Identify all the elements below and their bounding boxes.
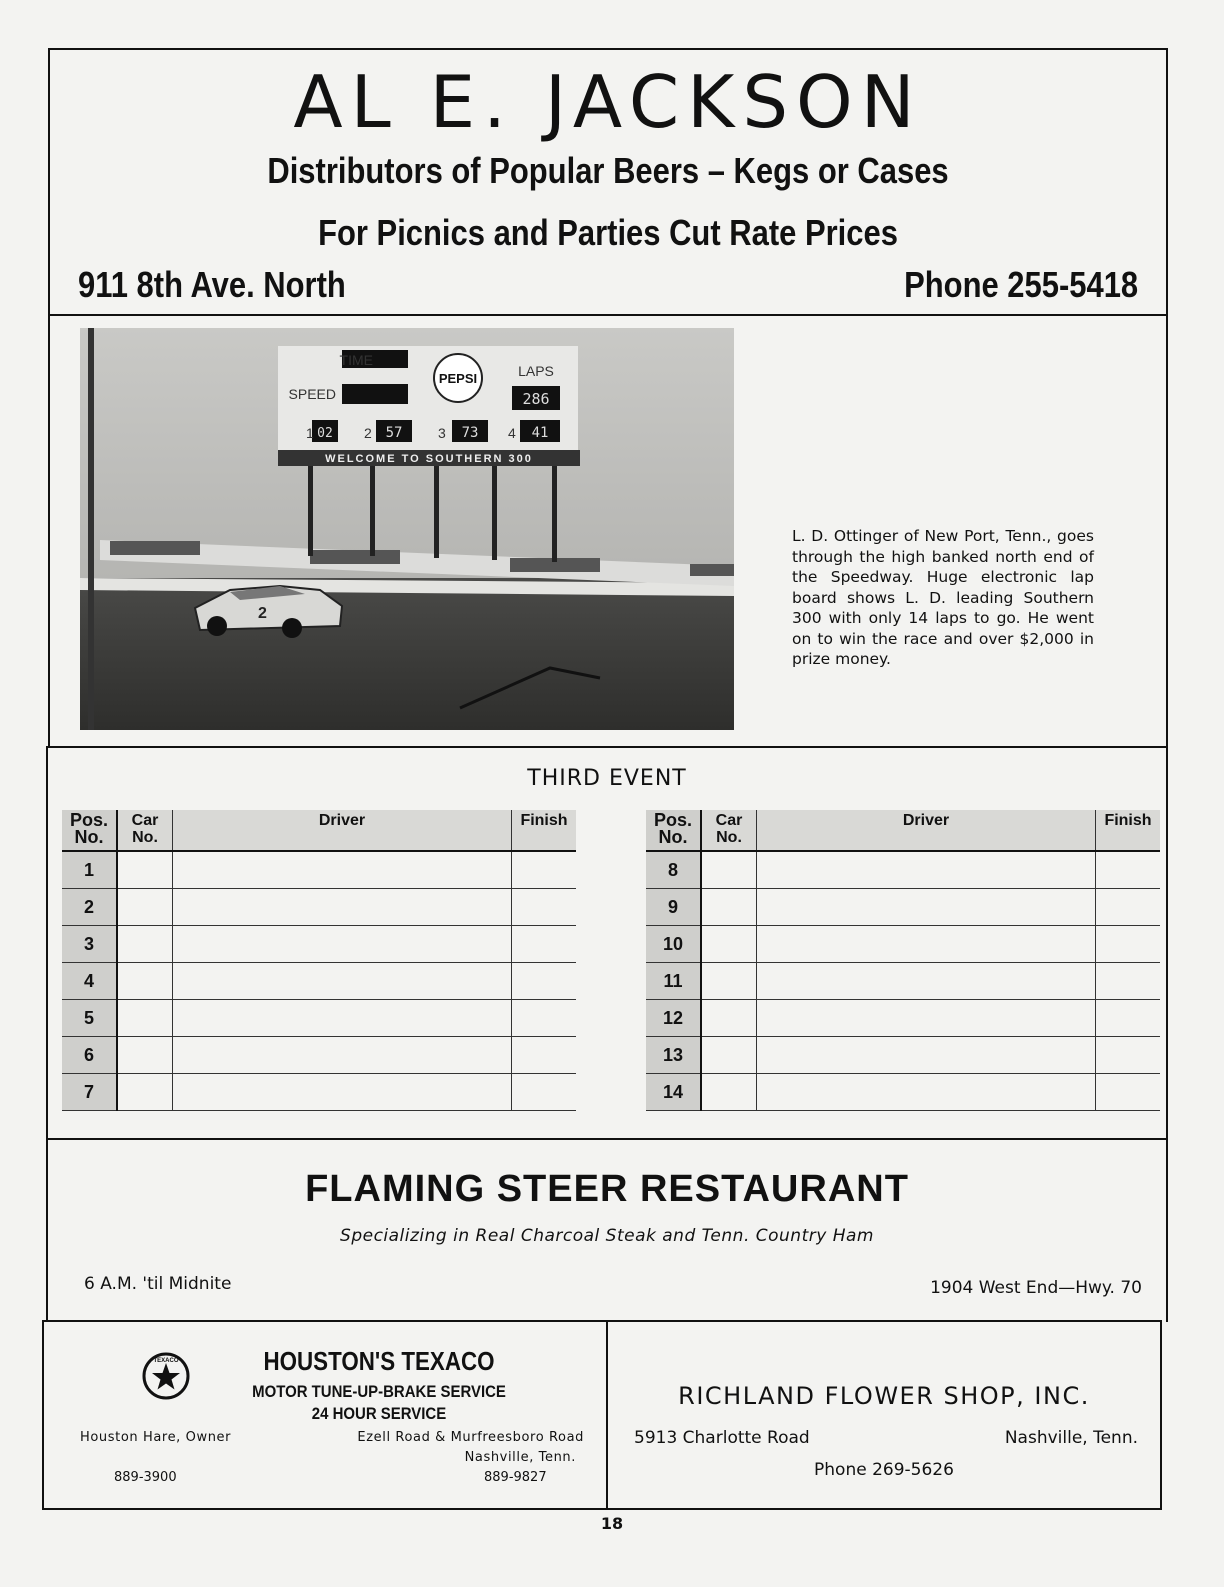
finish-cell[interactable] <box>512 1074 577 1111</box>
driver-cell[interactable] <box>757 889 1096 926</box>
board-pos-4-car: 41 <box>531 425 549 441</box>
table-row <box>62 963 576 1000</box>
car-cell[interactable] <box>117 1000 173 1037</box>
driver-cell[interactable] <box>757 963 1096 1000</box>
steer-ad <box>46 1138 1168 1322</box>
texaco-name: HOUSTON'S TEXACO <box>263 1346 495 1376</box>
driver-cell[interactable] <box>757 926 1096 963</box>
driver-cell[interactable] <box>757 1000 1096 1037</box>
flower-city: Nashville, Tenn. <box>1004 1428 1138 1448</box>
texaco-owner: Houston Hare, Owner <box>80 1430 232 1445</box>
car-cell[interactable] <box>117 1074 173 1111</box>
board-pos-4-label: 4 <box>508 425 516 441</box>
board-time-label: TIME <box>339 352 373 368</box>
finish-header: Finish <box>512 810 577 851</box>
texaco-star-icon <box>142 1352 190 1400</box>
jackson-line-1: Distributors of Popular Beers – Kegs or Cases <box>267 150 949 191</box>
car-header-line1: Car <box>715 812 743 829</box>
steer-name: FLAMING STEER RESTAURANT <box>305 1168 909 1210</box>
car-header-line2: No. <box>716 829 742 846</box>
position-number: 12 <box>646 1000 701 1037</box>
driver-header: Driver <box>173 810 512 851</box>
jackson-line-2: For Picnics and Parties Cut Rate Prices <box>318 212 898 253</box>
car-number: 2 <box>258 605 267 622</box>
jackson-phone: Phone 255-5418 <box>903 264 1138 305</box>
table-row <box>62 1074 576 1111</box>
finish-cell[interactable] <box>1096 926 1161 963</box>
position-number: 3 <box>62 926 117 963</box>
driver-cell[interactable] <box>173 889 512 926</box>
finish-cell[interactable] <box>1096 1074 1161 1111</box>
driver-header: Driver <box>757 810 1096 851</box>
flower-phone: Phone 269-5626 <box>814 1460 954 1480</box>
finish-cell[interactable] <box>512 1000 577 1037</box>
position-number: 11 <box>646 963 701 1000</box>
driver-cell[interactable] <box>757 851 1096 889</box>
steer-tagline: Specializing in Real Charcoal Steak and Tenn. Country Ham <box>340 1226 874 1246</box>
position-number: 6 <box>62 1037 117 1074</box>
texaco-city: Nashville, Tenn. <box>464 1450 576 1465</box>
pos-header-line1: Pos. <box>69 810 108 830</box>
texaco-service-2: 24 HOUR SERVICE <box>311 1404 447 1423</box>
results-section <box>46 746 1168 1140</box>
finish-cell[interactable] <box>512 963 577 1000</box>
program-page <box>42 46 1166 1528</box>
board-pos-2-label: 2 <box>364 425 372 441</box>
speedway-illustration <box>80 328 734 730</box>
position-number: 14 <box>646 1074 701 1111</box>
board-laps-label: LAPS <box>518 363 554 379</box>
car-cell[interactable] <box>701 1000 757 1037</box>
finish-cell[interactable] <box>1096 889 1161 926</box>
photo-caption: L. D. Ottinger of New Port, Tenn., goes through the high banked north end of the Speedway. Huge electronic lap board shows L. D. leading Southern 300 with only 14 laps to go. He went on to win the race and over $2,000 in prize money. <box>792 527 1094 668</box>
car-cell[interactable] <box>701 963 757 1000</box>
driver-cell[interactable] <box>173 963 512 1000</box>
results-table-left <box>62 810 576 1111</box>
driver-cell[interactable] <box>173 851 512 889</box>
texaco-service-1: MOTOR TUNE-UP-BRAKE SERVICE <box>252 1382 506 1401</box>
pos-header-line2: No. <box>658 827 688 847</box>
finish-cell[interactable] <box>512 889 577 926</box>
pos-header-line1: Pos. <box>653 810 692 830</box>
driver-cell[interactable] <box>173 926 512 963</box>
table-row <box>62 889 576 926</box>
position-number: 8 <box>646 851 701 889</box>
table-row <box>62 1000 576 1037</box>
table-row <box>646 963 1160 1000</box>
table-header-row <box>62 810 576 851</box>
table-header-row <box>646 810 1160 851</box>
car-cell[interactable] <box>701 889 757 926</box>
position-number: 1 <box>62 851 117 889</box>
pepsi-logo: PEPSI <box>438 371 478 386</box>
table-row <box>646 1074 1160 1111</box>
finish-cell[interactable] <box>1096 1000 1161 1037</box>
car-header <box>117 810 173 851</box>
table-row <box>62 926 576 963</box>
driver-cell[interactable] <box>757 1074 1096 1111</box>
table-row <box>646 851 1160 889</box>
finish-cell[interactable] <box>512 926 577 963</box>
board-laps-value: 286 <box>522 390 550 408</box>
photo-section <box>48 314 1168 748</box>
flower-ad <box>606 1320 1162 1510</box>
texaco-road: Ezell Road & Murfreesboro Road <box>357 1430 584 1445</box>
table-row <box>646 926 1160 963</box>
page-number: 18 <box>600 1514 624 1533</box>
position-number: 5 <box>62 1000 117 1037</box>
car-cell[interactable] <box>701 1074 757 1111</box>
pos-header <box>62 810 117 851</box>
jackson-title: AL E. JACKSON <box>293 60 923 144</box>
texaco-phone-2: 889-9827 <box>484 1470 547 1485</box>
jackson-address: 911 8th Ave. North <box>78 264 346 305</box>
table-row <box>646 1037 1160 1074</box>
table-row <box>646 1000 1160 1037</box>
driver-cell[interactable] <box>173 1037 512 1074</box>
steer-hours: 6 A.M. 'til Midnite <box>84 1274 232 1294</box>
finish-cell[interactable] <box>512 851 577 889</box>
race-photo <box>80 328 734 730</box>
pos-header <box>646 810 701 851</box>
driver-cell[interactable] <box>173 1000 512 1037</box>
board-pos-1-car: 02 <box>317 426 333 441</box>
event-title: THIRD EVENT <box>527 766 687 791</box>
board-pos-1-label: 1 <box>306 425 314 441</box>
results-table-right <box>646 810 1160 1111</box>
car-cell[interactable] <box>117 889 173 926</box>
table-row <box>62 1037 576 1074</box>
board-pos-2-car: 57 <box>385 425 403 441</box>
position-number: 2 <box>62 889 117 926</box>
car-header-line1: Car <box>131 812 159 829</box>
steer-address: 1904 West End—Hwy. 70 <box>930 1278 1142 1298</box>
finish-cell[interactable] <box>1096 963 1161 1000</box>
driver-cell[interactable] <box>757 1037 1096 1074</box>
position-number: 13 <box>646 1037 701 1074</box>
board-speed-label: SPEED <box>288 386 336 402</box>
finish-cell[interactable] <box>1096 851 1161 889</box>
board-pos-3-car: 73 <box>461 425 479 441</box>
car-header-line2: No. <box>132 829 158 846</box>
finish-cell[interactable] <box>1096 1037 1161 1074</box>
position-number: 4 <box>62 963 117 1000</box>
pos-header-line2: No. <box>74 827 104 847</box>
welcome-banner: WELCOME TO SOUTHERN 300 <box>325 453 533 465</box>
car-header <box>701 810 757 851</box>
flower-name: RICHLAND FLOWER SHOP, INC. <box>678 1382 1090 1410</box>
car-cell[interactable] <box>117 963 173 1000</box>
position-number: 9 <box>646 889 701 926</box>
texaco-ad <box>42 1320 608 1510</box>
table-row <box>62 851 576 889</box>
board-pos-3-label: 3 <box>438 425 446 441</box>
car-cell[interactable] <box>701 851 757 889</box>
driver-cell[interactable] <box>173 1074 512 1111</box>
car-cell[interactable] <box>701 926 757 963</box>
car-cell[interactable] <box>117 1037 173 1074</box>
position-number: 7 <box>62 1074 117 1111</box>
car-cell[interactable] <box>701 1037 757 1074</box>
finish-cell[interactable] <box>512 1037 577 1074</box>
position-number: 10 <box>646 926 701 963</box>
car-cell[interactable] <box>117 926 173 963</box>
texaco-phone-1: 889-3900 <box>114 1470 177 1485</box>
jackson-ad <box>48 48 1168 316</box>
car-cell[interactable] <box>117 851 173 889</box>
texaco-logo-text: TEXACO <box>153 1358 179 1364</box>
flower-address: 5913 Charlotte Road <box>634 1428 810 1448</box>
table-row <box>646 889 1160 926</box>
finish-header: Finish <box>1096 810 1161 851</box>
